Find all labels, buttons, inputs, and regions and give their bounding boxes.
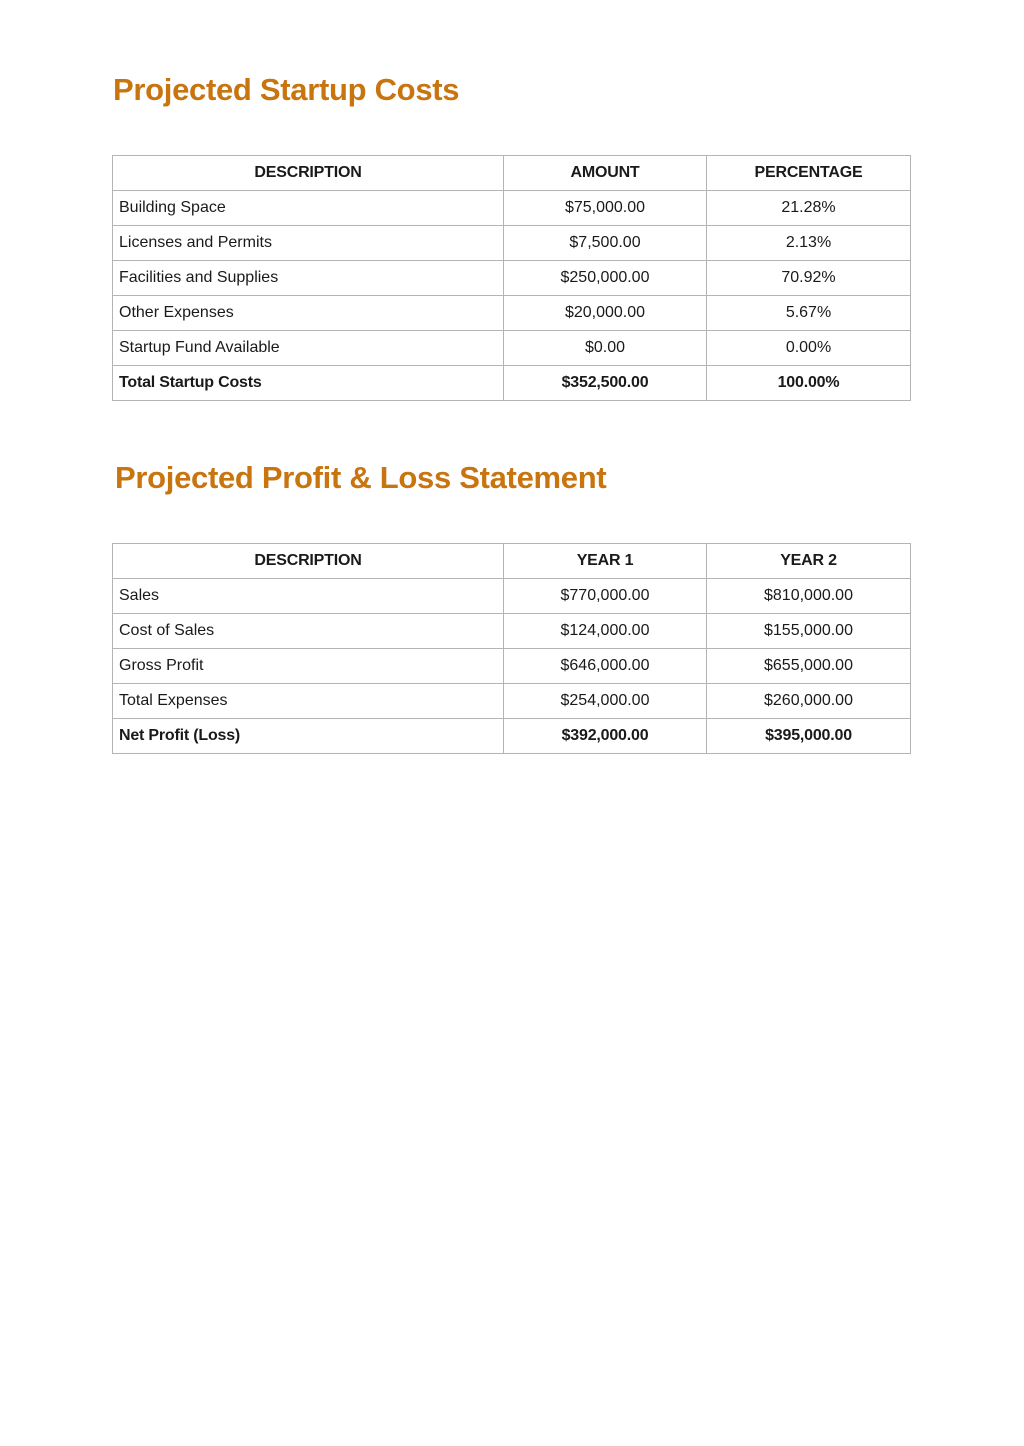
row-description: Licenses and Permits xyxy=(113,226,504,261)
total-amount: $352,500.00 xyxy=(504,366,707,401)
row-description: Startup Fund Available xyxy=(113,331,504,366)
row-percentage: 70.92% xyxy=(707,261,911,296)
row-amount: $75,000.00 xyxy=(504,191,707,226)
total-year2: $395,000.00 xyxy=(707,719,911,754)
row-description: Gross Profit xyxy=(113,649,504,684)
table-row xyxy=(113,261,911,296)
table-row xyxy=(113,684,911,719)
column-header-description: DESCRIPTION xyxy=(113,544,504,579)
table-row xyxy=(113,226,911,261)
total-row xyxy=(113,719,911,754)
column-header-year1: YEAR 1 xyxy=(504,544,707,579)
table-row xyxy=(113,296,911,331)
row-year2: $260,000.00 xyxy=(707,684,911,719)
table-row xyxy=(113,614,911,649)
total-description: Net Profit (Loss) xyxy=(113,719,504,754)
row-amount: $20,000.00 xyxy=(504,296,707,331)
profit-loss-title: Projected Profit & Loss Statement xyxy=(115,460,607,495)
row-amount: $0.00 xyxy=(504,331,707,366)
startup-costs-table xyxy=(112,155,911,401)
table-row xyxy=(113,191,911,226)
total-row xyxy=(113,366,911,401)
table-header-row xyxy=(113,544,911,579)
table-row xyxy=(113,331,911,366)
row-year1: $646,000.00 xyxy=(504,649,707,684)
row-description: Sales xyxy=(113,579,504,614)
row-percentage: 2.13% xyxy=(707,226,911,261)
row-year1: $124,000.00 xyxy=(504,614,707,649)
table-row xyxy=(113,579,911,614)
startup-costs-title: Projected Startup Costs xyxy=(113,72,460,107)
row-year2: $810,000.00 xyxy=(707,579,911,614)
column-header-percentage: PERCENTAGE xyxy=(707,156,911,191)
total-description: Total Startup Costs xyxy=(113,366,504,401)
profit-loss-table xyxy=(112,543,911,754)
row-description: Facilities and Supplies xyxy=(113,261,504,296)
row-description: Total Expenses xyxy=(113,684,504,719)
row-percentage: 21.28% xyxy=(707,191,911,226)
row-percentage: 5.67% xyxy=(707,296,911,331)
row-year2: $155,000.00 xyxy=(707,614,911,649)
row-year1: $770,000.00 xyxy=(504,579,707,614)
total-percentage: 100.00% xyxy=(707,366,911,401)
table-row xyxy=(113,649,911,684)
row-description: Cost of Sales xyxy=(113,614,504,649)
column-header-year2: YEAR 2 xyxy=(707,544,911,579)
row-percentage: 0.00% xyxy=(707,331,911,366)
row-amount: $7,500.00 xyxy=(504,226,707,261)
table-header-row xyxy=(113,156,911,191)
row-year2: $655,000.00 xyxy=(707,649,911,684)
row-year1: $254,000.00 xyxy=(504,684,707,719)
column-header-description: DESCRIPTION xyxy=(113,156,504,191)
row-amount: $250,000.00 xyxy=(504,261,707,296)
column-header-amount: AMOUNT xyxy=(504,156,707,191)
row-description: Other Expenses xyxy=(113,296,504,331)
row-description: Building Space xyxy=(113,191,504,226)
total-year1: $392,000.00 xyxy=(504,719,707,754)
